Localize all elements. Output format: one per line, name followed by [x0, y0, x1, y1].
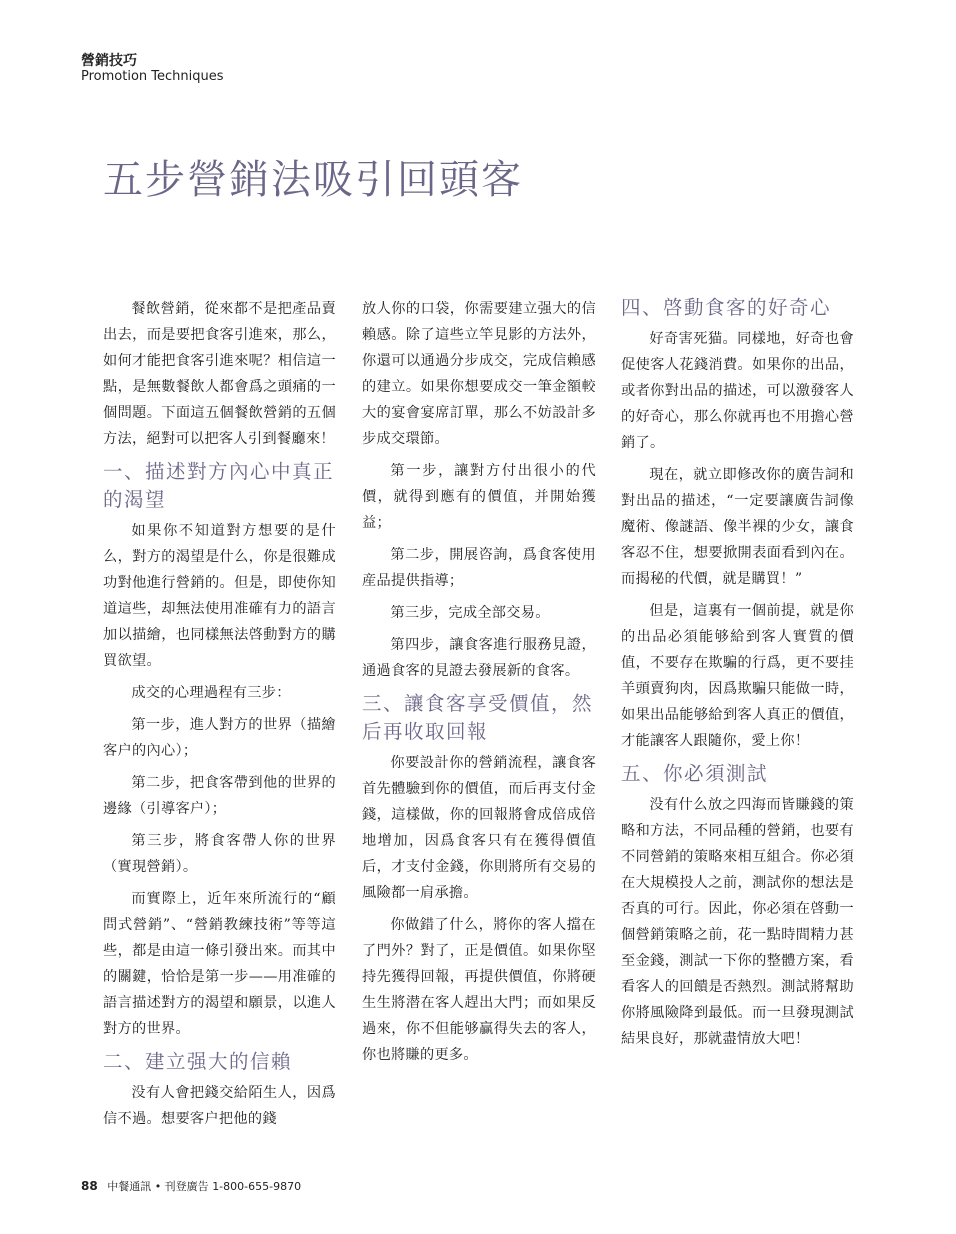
article-paragraph: 好奇害死猫。同樣地，好奇也會促使客人花錢消費。如果你的出品，或者你對出品的描述，可以激發客人的好奇心，那么你就再也不用擔心營銷了。	[621, 331, 854, 451]
article-paragraph: 你要設計你的營銷流程，讓食客首先體驗到你的價值，而后再支付金錢，這樣做，你的回報將會成倍成倍地增加，因爲食客只有在獲得價值后，才支付金錢，你則將所有交易的風險都一肩承擔。	[362, 755, 596, 901]
page-number: 88	[81, 1179, 98, 1193]
publication-name: 中餐通訊 • 刊登廣告	[107, 1180, 209, 1193]
section-heading: 五、你必須測試	[621, 762, 769, 785]
article-column-2	[362, 296, 596, 1074]
article-paragraph: 但是，這裏有一個前提，就是你的出品必須能够給到客人實質的價值，不要存在欺騙的行爲，更不要挂羊頭賣狗肉，因爲欺騙只能做一時，如果出品能够給到客人真正的價值，才能讓客人跟隨你，愛上你！	[621, 603, 854, 749]
article-paragraph: 現在，就立即修改你的廣告詞和對出品的描述，“一定要讓廣告詞像魔術、像謎語、像半裸的少女，讓食客忍不住，想要掀開表面看到內在。而揭秘的代價，就是購買！”	[621, 467, 854, 587]
article-title: 五步營銷法吸引回頭客	[103, 157, 523, 203]
article-column-1	[103, 296, 336, 1138]
article-paragraph: 第二步，開展咨詢，爲食客使用産品提供指導；	[362, 547, 596, 589]
section-heading: 三、讓食客享受價值，然后再收取回報	[362, 692, 594, 743]
article-paragraph: 餐飲營銷，從來都不是把產品賣出去，而是要把食客引進來，那么，如何才能把食客引進來呢？相信這一點，是無數餐飲人都會爲之頭痛的一個問題。下面這五個餐飲營銷的五個方法，絕對可以把客人引到餐廳來！	[103, 301, 336, 447]
section-heading: 二、建立强大的信賴	[103, 1050, 293, 1073]
publication-phone: 1-800-655-9870	[212, 1180, 302, 1193]
section-label-en: Promotion Techniques	[81, 69, 224, 84]
article-paragraph: 放人你的口袋，你需要建立强大的信賴感。除了這些立竿見影的方法外，你還可以通過分步成交，完成信賴感的建立。如果你想要成交一筆金額較大的宴會宴席訂單，那么不妨設計多步成交環節。	[362, 301, 596, 447]
article-paragraph: 成交的心理過程有三步：	[131, 685, 291, 701]
section-heading: 四、啓動食客的好奇心	[621, 296, 832, 319]
article-paragraph: 而實際上，近年來所流行的“顧問式營銷”、“營銷教練技術”等等這些，都是由這一條引發出來。而其中的關鍵，恰恰是第一步——用准確的語言描述對方的渴望和願景，以進人對方的世界。	[103, 891, 336, 1037]
article-paragraph: 如果你不知道對方想要的是什么，對方的渴望是什么，你是很難成功對他進行營銷的。但是，即使你知道這些，却無法使用准確有力的語言加以描繪，也同樣無法啓動對方的購買欲望。	[103, 523, 336, 669]
article-paragraph: 第四步，讓食客進行服務見證，通過食客的見證去發展新的食客。	[362, 637, 596, 679]
article-paragraph: 你做錯了什么，將你的客人擋在了門外？對了，正是價值。如果你堅持先獲得回報，再提供價值，你將硬生生將潜在客人趕出大門；而如果反過來，你不但能够贏得失去的客人，你也將賺的更多。	[362, 917, 596, 1063]
article-paragraph: 第一步，讓對方付出很小的代價，就得到應有的價值，并開始獲益；	[362, 463, 596, 531]
article-paragraph: 第一步，進人對方的世界（描繪客户的內心）；	[103, 717, 336, 759]
article-paragraph: 第三步，完成全部交易。	[390, 605, 550, 621]
page-footer	[81, 1178, 301, 1194]
article-paragraph: 第二步，把食客帶到他的世界的邊緣（引導客户）；	[103, 775, 336, 817]
article-paragraph: 没有什么放之四海而皆賺錢的策略和方法，不同品種的營銷，也要有不同營銷的策略來相互組合。你必須在大規模投人之前，測試你的想法是否真的可行。因此，你必須在啓動一個營銷策略之前，花一點時間精力甚至金錢，測試一下你的整體方案，看看客人的回饋是否熱烈。測試將幫助你將風險降到最低。而一旦發現測試結果良好，那就盡情放大吧！	[621, 797, 854, 1047]
article-column-3	[621, 296, 854, 1058]
article-paragraph: 第三步，將食客帶人你的世界（實現營銷）。	[103, 833, 336, 875]
article-paragraph: 没有人會把錢交給陌生人，因爲信不過。想要客户把他的錢	[103, 1085, 336, 1127]
section-heading: 一、描述對方內心中真正的渴望	[103, 460, 335, 511]
section-label-cn: 營銷技巧	[81, 53, 137, 69]
